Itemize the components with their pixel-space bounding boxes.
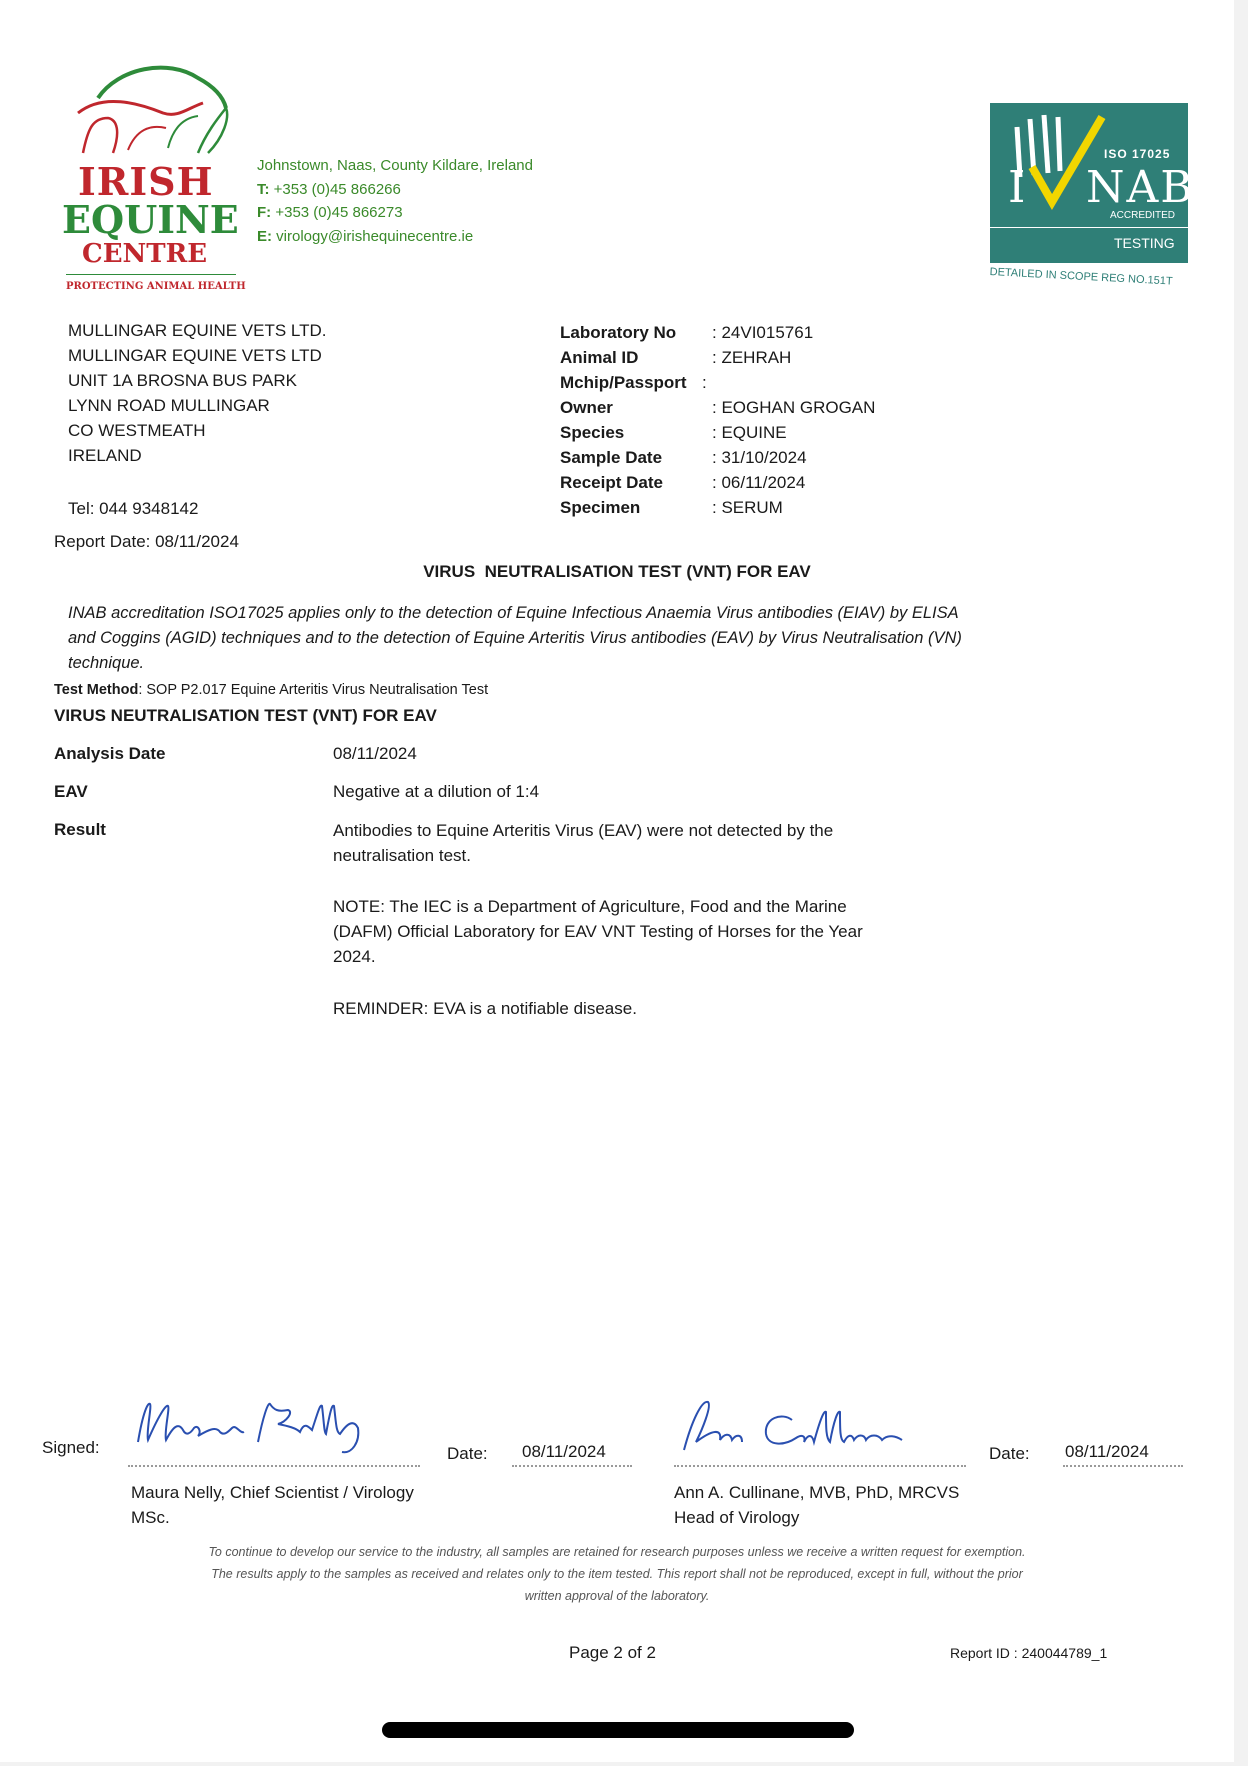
signature-line-right: [674, 1465, 966, 1467]
detail-label: Species: [560, 423, 625, 442]
detail-value: : 06/11/2024: [712, 473, 806, 492]
detail-label: Laboratory No: [560, 323, 677, 342]
report-date: Report Date: 08/11/2024: [54, 532, 239, 551]
detail-value: : 24VI015761: [712, 323, 814, 342]
result-line: neutralisation test.: [333, 846, 471, 865]
logo-line-centre: CENTRE: [82, 239, 208, 269]
test-method: [54, 679, 488, 701]
date-line-right: [1063, 1465, 1183, 1467]
email-value: virology@irishequinecentre.ie: [276, 228, 474, 245]
eav-value: Negative at a dilution of 1:4: [333, 782, 540, 801]
result-text: [333, 818, 833, 868]
date-value-right: 08/11/2024: [1065, 1442, 1149, 1461]
inab-note-line: and Coggins (AGID) techniques and to the detection of Equine Arteritis Virus antibodies (EAV) by Virus Neutralisation (VN): [68, 629, 962, 647]
centre-fax: [257, 201, 403, 225]
detail-label: Owner: [560, 398, 613, 417]
phone-value: +353 (0)45 866266: [273, 181, 401, 198]
client-address-line: UNIT 1A BROSNA BUS PARK: [68, 371, 297, 390]
analysis-date-label: Analysis Date: [54, 744, 166, 763]
fax-label: F:: [257, 204, 272, 221]
signed-label: Signed:: [42, 1438, 100, 1457]
date-label-left: Date:: [447, 1444, 488, 1463]
main-title: VIRUS NEUTRALISATION TEST (VNT) FOR EAV: [423, 562, 811, 581]
date-value-left: 08/11/2024: [522, 1442, 606, 1461]
inab-badge: [989, 103, 1195, 288]
home-indicator-bar[interactable]: [382, 1722, 854, 1738]
footer-disclaimer: [0, 1541, 1234, 1607]
detail-label: Receipt Date: [560, 473, 663, 492]
logo-tagline: PROTECTING ANIMAL HEALTH: [66, 281, 246, 292]
iec-logo: [58, 58, 246, 298]
inab-accredited: ACCREDITED: [1110, 210, 1176, 221]
report-id: Report ID : 240044789_1: [950, 1645, 1108, 1661]
client-address-line: CO WESTMEATH: [68, 421, 206, 440]
horse-logo-icon: [58, 58, 238, 163]
inab-brand-i: I: [1008, 162, 1026, 213]
client-address-line: LYNN ROAD MULLINGAR: [68, 396, 270, 415]
detail-value: : EOGHAN GROGAN: [712, 398, 876, 417]
detail-value: : 31/10/2024: [712, 448, 807, 467]
fax-value: +353 (0)45 866273: [275, 204, 403, 221]
detail-label: Animal ID: [560, 348, 639, 367]
logo-line-irish: IRISH: [78, 159, 214, 204]
test-method-label: Test Method: [54, 682, 139, 698]
eav-label: EAV: [54, 782, 88, 801]
email-label: E:: [257, 228, 272, 245]
date-line-left: [512, 1465, 632, 1467]
inab-brand-nab: NAB: [1086, 162, 1195, 213]
centre-address: Johnstown, Naas, County Kildare, Ireland: [257, 157, 533, 174]
disclaimer-line: To continue to develop our service to the industry, all samples are retained for research purposes unless we receive a written request for exemption.: [208, 1545, 1026, 1559]
signatory-title: MSc.: [131, 1508, 170, 1527]
logo-divider: [66, 274, 236, 275]
detail-label: Mchip/Passport: [560, 373, 687, 392]
disclaimer-line: written approval of the laboratory.: [524, 1589, 710, 1603]
reminder: REMINDER: EVA is a notifiable disease.: [333, 999, 637, 1018]
client-tel: Tel: 044 9348142: [68, 499, 199, 518]
detail-value: : EQUINE: [712, 423, 787, 442]
signature-line-left: [128, 1465, 420, 1467]
phone-label: T:: [257, 181, 270, 198]
signatory-right: [674, 1480, 959, 1530]
inab-testing: TESTING: [1114, 235, 1175, 251]
logo-line-equine: EQUINE: [62, 197, 239, 242]
note-line: 2024.: [333, 947, 376, 966]
analysis-date-value: 08/11/2024: [333, 744, 417, 763]
detail-label: Specimen: [560, 498, 641, 517]
client-address: [68, 318, 327, 468]
signature-maura-nelly: [128, 1392, 388, 1462]
client-address-line: IRELAND: [68, 446, 142, 465]
result-line: Antibodies to Equine Arteritis Virus (EAV) were not detected by the: [333, 821, 834, 840]
note-line: NOTE: The IEC is a Department of Agriculture, Food and the Marine: [333, 897, 847, 916]
detail-value: :: [702, 373, 707, 392]
inab-iso: ISO 17025: [1104, 147, 1171, 161]
centre-phone: [257, 178, 401, 202]
signatory-name: Ann A. Cullinane, MVB, PhD, MRCVS: [674, 1483, 960, 1502]
result-label: Result: [54, 820, 106, 839]
dafm-note: [333, 894, 863, 969]
client-address-line: MULLINGAR EQUINE VETS LTD: [68, 346, 322, 365]
disclaimer-line: The results apply to the samples as received and relates only to the item tested. This report shall not be reproduced, except in full, without the prior: [211, 1567, 1023, 1581]
signatory-name: Maura Nelly, Chief Scientist / Virology: [131, 1483, 414, 1502]
detail-value: : SERUM: [712, 498, 783, 517]
section-title: VIRUS NEUTRALISATION TEST (VNT) FOR EAV: [54, 706, 437, 725]
detail-label: Sample Date: [560, 448, 663, 467]
signatory-left: [131, 1480, 414, 1530]
note-line: (DAFM) Official Laboratory for EAV VNT Testing of Horses for the Year: [333, 922, 863, 941]
inab-divider: [990, 227, 1188, 228]
signature-ann-cullinane: [672, 1390, 922, 1460]
test-method-value: : SOP P2.017 Equine Arteritis Virus Neutralisation Test: [138, 682, 489, 698]
inab-scope: DETAILED IN SCOPE REG NO.151T: [989, 266, 1173, 288]
page-number: Page 2 of 2: [569, 1643, 656, 1662]
date-label-right: Date:: [989, 1444, 1030, 1463]
detail-value: : ZEHRAH: [712, 348, 792, 367]
centre-email: [257, 225, 473, 249]
inab-note-line: technique.: [68, 654, 145, 672]
signatory-title: Head of Virology: [674, 1508, 800, 1527]
inab-note: [68, 601, 962, 676]
inab-note-line: INAB accreditation ISO17025 applies only to the detection of Equine Infectious Anaemia Virus antibodies (EIAV) by ELISA: [68, 604, 959, 622]
client-address-line: MULLINGAR EQUINE VETS LTD.: [68, 321, 327, 340]
